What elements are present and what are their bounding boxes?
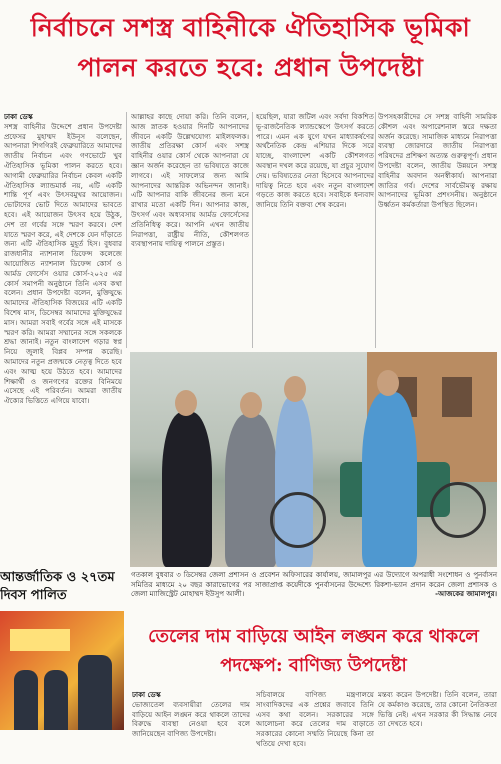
photo-credit: -আজকের জামালপুর। bbox=[435, 590, 497, 598]
column-divider bbox=[375, 112, 376, 348]
article2-column-1 bbox=[132, 690, 250, 764]
photo-wheel bbox=[430, 482, 486, 538]
article-text-1: সশস্ত্র বাহিনীর উদ্দেশে প্রধান উপদেষ্টা প্রফেসর মুহাম্মদ ইউনূস বলেছেন, আপনারা শিগগিরই ফেব্রুয়ারিতে আমাদের জাতীয় নির্বাচন এবং গণভোটে খুব ঐতিহাসিক ভূমিকা পালন করতে হবে। আগামী ফেব্রুয়ারির নির্বাচন কেবল একটি ঐতিহাসিক ল্যান্ডমার্ক নয়, এটি একটি শান্তি পূর্ণ এবং উৎসবমুখর আয়োজন। ভোটাদের ভোট দিতে আমাদের ভাবতে হবে। এই আয়োজন উৎসব হয়ে উঠুক, দেশ তা গর্বের সঙ্গে স্মরণ করবে। দেশ যাতে স্মরণ করে, এই দেশকে যেন দাঁড়াতে জন্য এটি ঐতিহাসিক মুহূর্ত হিস। বুধবার রাজধানীর ন্যাশনাল ডিফেন্স কলেজে আয়োজিত ন্যাশনাল ডিফেন্স কোর্স ও আর্মড ফোর্সেস ওয়ার কোর্স-২০২৫ এর কোর্স সমাপনী অনুষ্ঠানে তিনি এসব কথা বলেন। প্রধান উপদেষ্টা বলেন, মুক্তিযুদ্ধে আমাদের ঐতিহাসিক বিজয়ের এটি একটি বিশেষ মাস, ডিসেম্বর আমাদের মুক্তিযুদ্ধের মাস। আমরা সবাই গর্বের সঙ্গে এই মাসকে স্মরণ করি। আমরা সম্মানের সঙ্গে সকলকে শ্রদ্ধা জানাই। নতুন বাংলাদেশ গড়ার স্বপ্ন নিয়ে জুলাই বিপ্লব সম্পন্ন করেছি। আমাদের নতুন প্রজন্মকে নেতৃত্ব দিতে হবে এবং আত্ম হয়ে উঠতে হবে। আমাদের শিক্ষার্থী ও জনগণের রক্তের বিনিময়ে এসেছে এই পরিবর্তন। আমরা জাতীয় ঐক্যের ভিত্তিতে এগিয়ে যাবো। bbox=[4, 121, 122, 406]
column-divider bbox=[126, 112, 127, 348]
article-column-1 bbox=[4, 112, 122, 567]
side-story-photo bbox=[0, 611, 124, 730]
main-headline: নির্বাচনে সশস্ত্র বাহিনীকে ঐতিহাসিক ভূমিকা পালন করতে হবে: প্রধান উপদেষ্টা bbox=[30, 13, 471, 82]
photo-banner bbox=[10, 629, 70, 651]
side-story-title-line-1: আন্তর্জাতিক ও ২৭তম bbox=[0, 570, 115, 585]
article2-column-3: মন্তব্য করেন উপদেষ্টা। তিনি বলেন, তারা যে কর্মকাণ্ড করেছে, তার কোনো নৈতিকতা ভিত্তি নেই। এখন সরকার কী সিদ্ধান্ত নেবে তা দেখতে হবে। bbox=[378, 690, 497, 729]
article2-byline: ঢাকা ডেস্ক bbox=[132, 690, 161, 699]
article-column-2: আল্লাহর কাছে দোয়া করি। তিনি বলেন, আজ স্নাতক হওয়ার দিনটি আপনাদের জীবনে একটি উল্লেখযোগ্য মাইলফলক। জাতীয় প্রতিরক্ষা কোর্স এবং সশস্ত্র বাহিনীর ওয়ার কোর্স থেকে আপনারা যে জ্ঞান অর্জন করেছেন তা ভবিষ্যতে কাজে লাগবে। এই সাফল্যের জন্য আমি আপনাদের আন্তরিক অভিনন্দন জানাই। এটি আপনার বাকি জীবনের জন্য মনে রাখার মতো একটি দিন। আপনার কাজ, উৎসর্গ এবং অধ্যবসায় আর্মড ফোর্সেসের প্রতিনিধিত্ব করে। আপনি এখন জাতীয় নিরাপত্তা, রাষ্ট্রীয় নীতি, কৌশলগত ব্যবস্থাপনায় দায়িত্ব পালনে প্রস্তুত। bbox=[131, 112, 249, 249]
photo-wheel bbox=[270, 492, 326, 548]
caption-text: গতকাল বুধবার ৩ ডিসেম্বর জেলা প্রশাসন ও প্রবেশন অফিসারের কার্যালয়, জামালপুর এর উদ্যোগে অপরাধী সংশোধন ও পুনর্বাসন সমিতির মাধ্যমে ২০ বছর কারাভোগের পর সাজাপ্রাপ্ত কয়েদীকে পুনর্বাসনের উদ্দেশ্যে রিকশা-ভ্যান প্রদান করেন জেলা প্রশাসক ও জেলা ম্যাজিস্ট্রেট মোহাম্মদ ইউসুপ আলী। bbox=[131, 571, 497, 598]
news-photo bbox=[130, 352, 497, 567]
column-divider bbox=[252, 112, 253, 348]
article-column-3: হয়েছিল, যারা জটিল এবং সর্বদা বিকশিত ভূ-রাজনৈতিক ল্যান্ডস্কেপে উৎসর্গ করতে পারে। এমন এক যুগে যখন মাধ্যাকর্ষণের অর্থনৈতিক কেন্দ্র এশিয়ার দিকে সরে যাচ্ছে, বাংলাদেশ একটি কৌশলগত অবস্থান দখল করে রয়েছে, যা প্রচুর সুযোগ দেয়। ভবিষ্যতের নেতা হিসেবে আপনাদের দায়িত্ব নিতে হবে এবং নতুন বাংলাদেশ গড়তে কাজ করতে হবে। সবাইকে ধন্যবাদ জানিয়ে তিনি বক্তব্য শেষ করেন। bbox=[256, 112, 374, 210]
side-story-title-line-2: দিবস পালিত bbox=[0, 588, 67, 603]
photo-person-2 bbox=[225, 414, 277, 567]
photo-person-4 bbox=[362, 392, 417, 567]
side-story bbox=[0, 569, 124, 730]
article2-text-1: ভোজ্যতেল ব্যবসায়ীরা তেলের দাম বাড়িয়ে আইন লঙ্ঘন করে থাকলে তাদের বিরুদ্ধে ব্যবস্থা নেওয়া হবে বলে জানিয়েছেন বাণিজ্য উপদেষ্টা। bbox=[132, 699, 250, 739]
article-column-4: উপসহকারীদের সে সশস্ত্র বাহিনী সামরিক কৌশল এবং অপারেশনাল স্তরে দক্ষতা অর্জন করেছে। সামাজিক মাধ্যমে নিরাপত্তা ব্যবস্থা জোরদারে জাতীয় নিরাপত্তা পরিষদের প্রশিক্ষণ অত্যন্ত গুরুত্বপূর্ণ। প্রধান উপদেষ্টা বলেন, জাতীয় উন্নয়নে সশস্ত্র বাহিনীর অবদান অনস্বীকার্য। আপনারা জাতির গর্ব। দেশের সার্বভৌমত্ব রক্ষায় আপনাদের ভূমিকা প্রশংসনীয়। অনুষ্ঠানে উর্ধ্বতন কর্মকর্তারা উপস্থিত ছিলেন। bbox=[378, 112, 497, 210]
photo-person-1 bbox=[162, 412, 212, 567]
photo-caption bbox=[131, 571, 497, 603]
article2-column-2: সচিবালয়ে বাণিজ্য মন্ত্রণালয়ে সাংবাদিকদের এক প্রশ্নের জবাবে তিনি এসব কথা বলেন। সরকারের সঙ্গে আলোচনা করে তেলের দাম বাড়াতে সরকারের কোনো সম্মতি নিয়েছে কিনা তা খতিয়ে দেখা হবে। bbox=[256, 690, 374, 748]
second-headline: তেলের দাম বাড়িয়ে আইন লঙ্ঘন করে থাকলে পদক্ষেপ: বাণিজ্য উপদেষ্টা bbox=[148, 626, 479, 676]
article-byline: ঢাকা ডেস্ক bbox=[4, 112, 33, 121]
